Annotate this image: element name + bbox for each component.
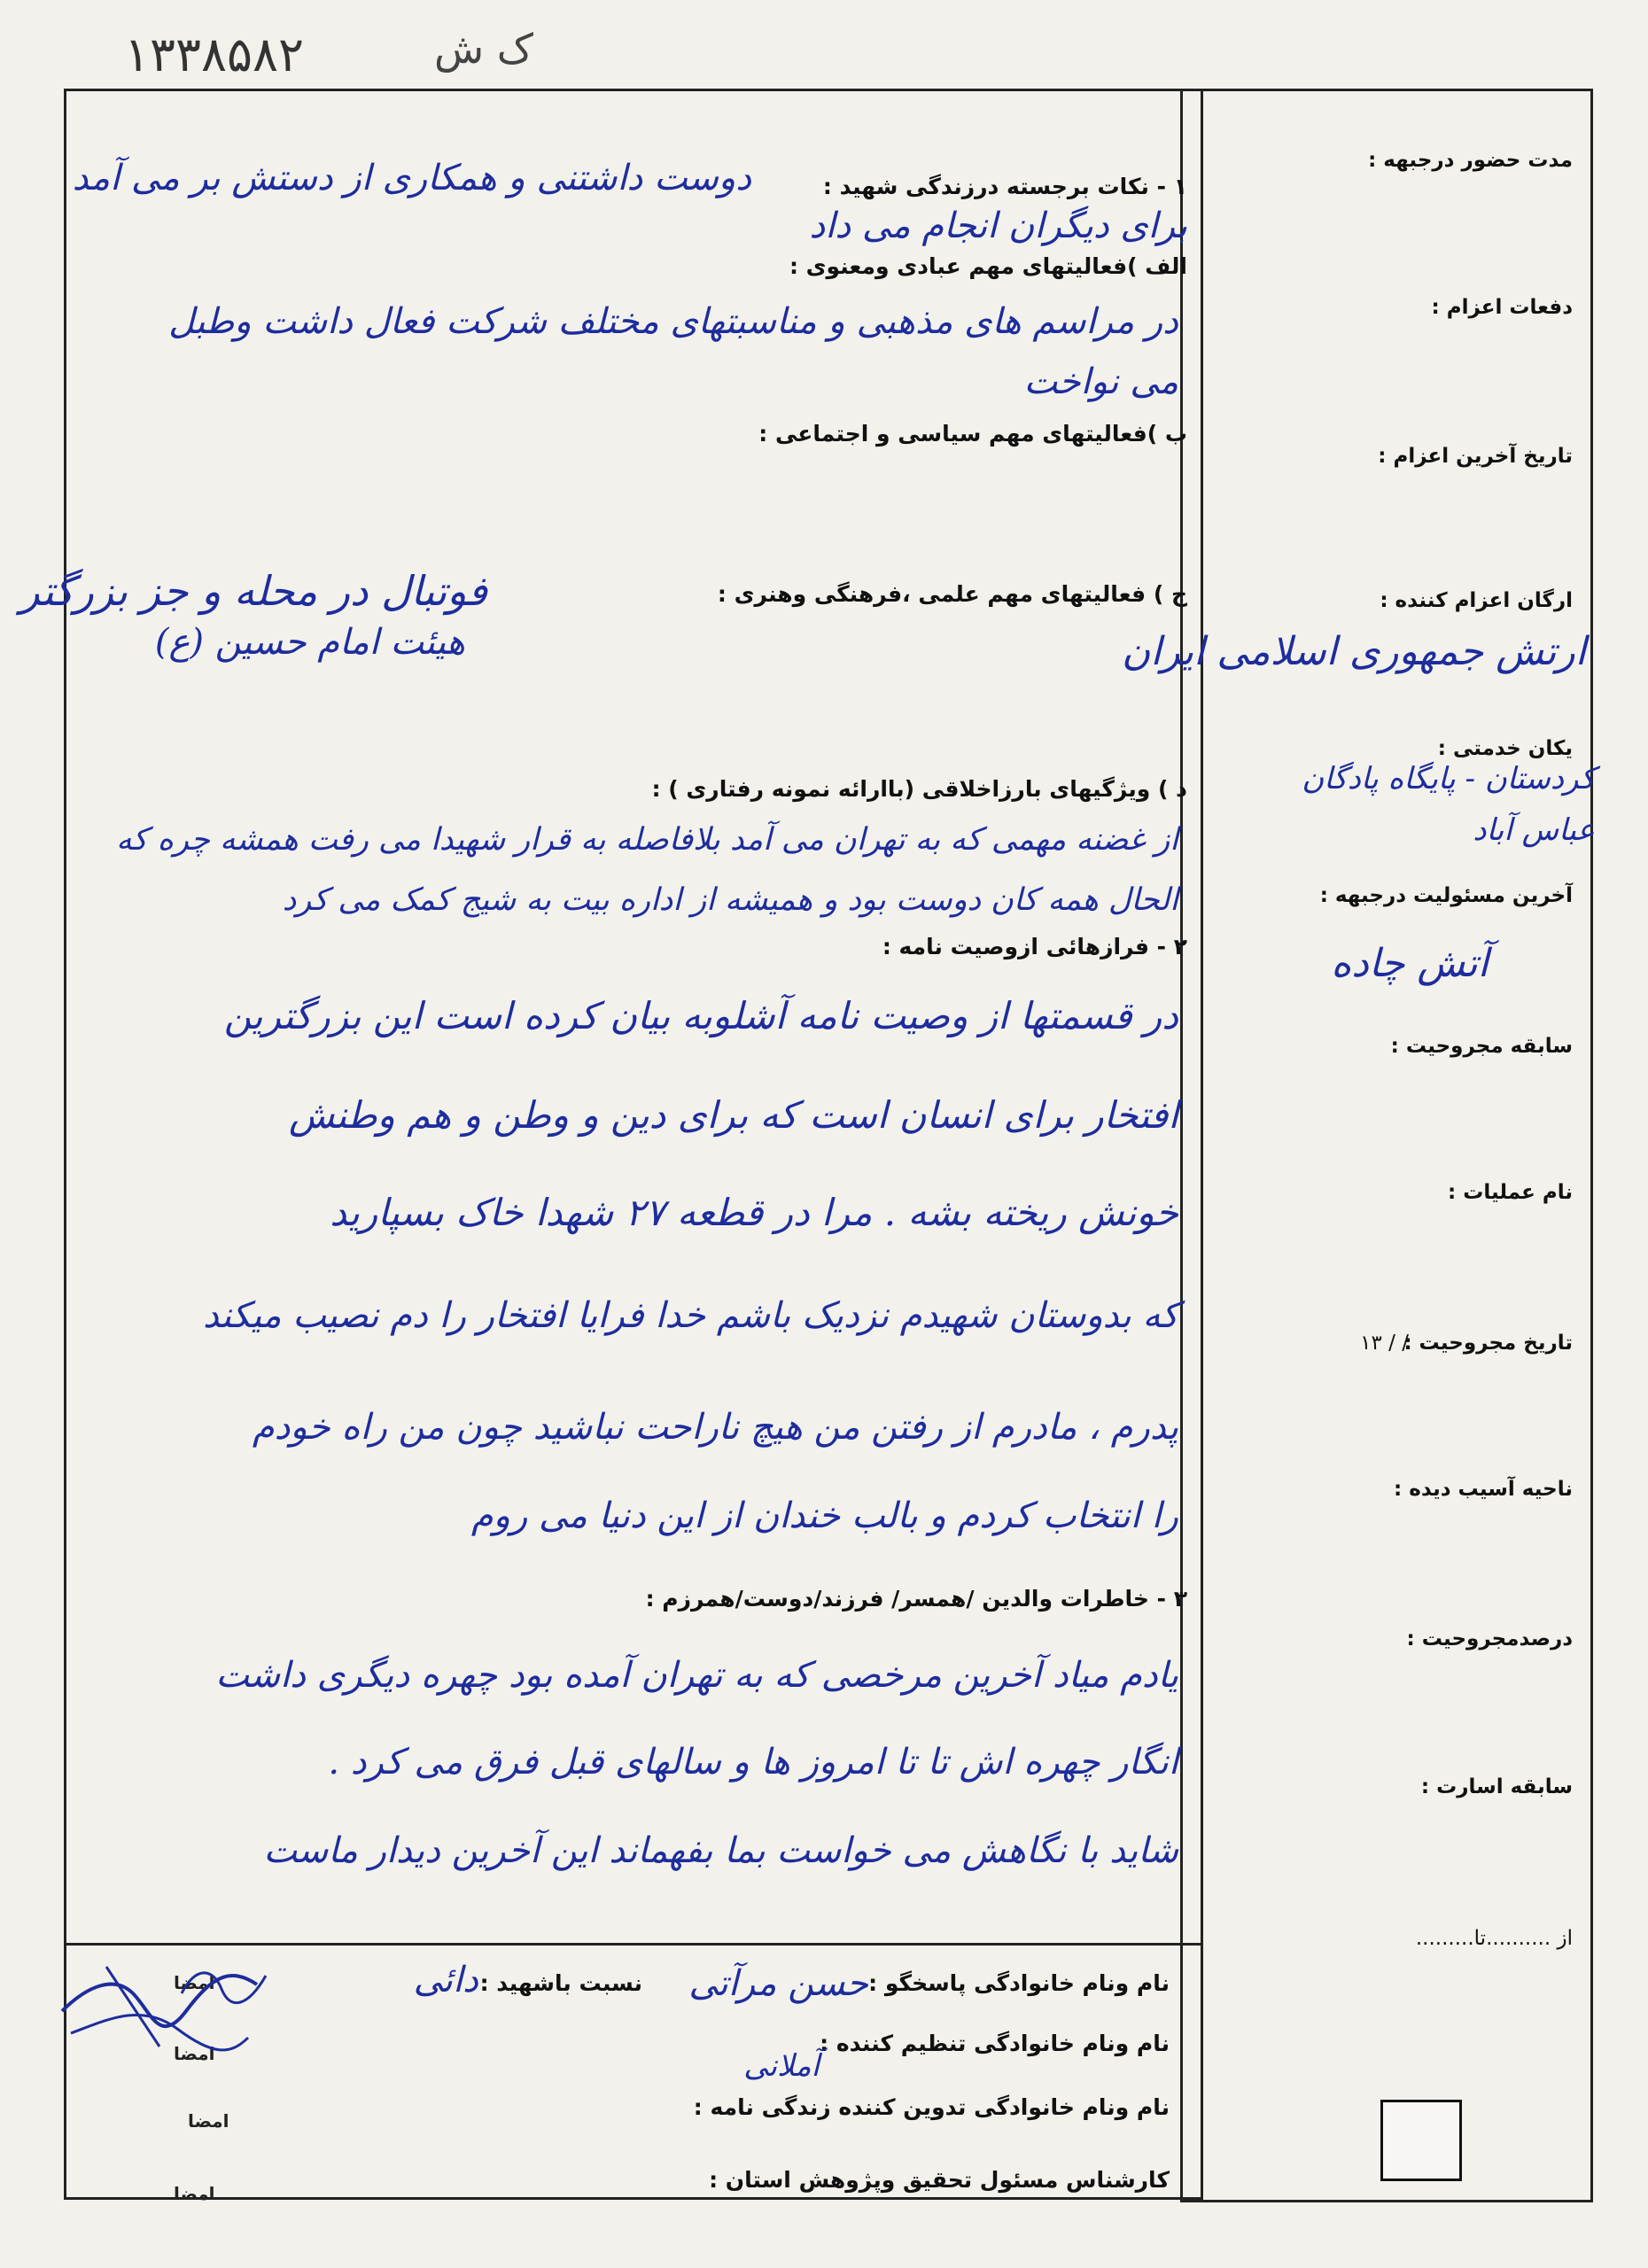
signature-scribble-icon xyxy=(177,1958,275,2011)
section-2-answer-line-3: خونش ریخته بشه . مرا در قطعه ۲۷ شهدا خاک بسپارید xyxy=(330,1191,1178,1234)
relation-value: دائی xyxy=(413,1960,478,2000)
section-2-answer-line-2: افتخار برای انسان است که برای دین و وطن و هم وطنش xyxy=(288,1093,1178,1137)
section-2-answer-line-6: را انتخاب کردم و بالب خندان از این دنیا می روم xyxy=(470,1495,1178,1536)
field-captivity-label: سابقه اسارت : xyxy=(1420,1775,1573,1798)
signature-label-2: امضا xyxy=(174,2043,215,2064)
field-injury-history-label: سابقه مجروحیت : xyxy=(1390,1035,1573,1058)
field-injured-area-label: ناحیه آسیب دیده : xyxy=(1394,1478,1573,1501)
field-operation-name-label: نام عملیات : xyxy=(1448,1181,1573,1204)
section-d-answer-line-1: از غضنه مهمی که به تهران می آمد بلافاصله به قرار شهیدا می رفت همشه چره که xyxy=(116,822,1178,858)
section-1-answer-line-1: دوست داشتنی و همکاری از دستش بر می آمد xyxy=(72,158,751,198)
file-code: ک ش xyxy=(434,25,533,73)
section-b-label: ب )فعالیتهای مهم سیاسی و اجتماعی : xyxy=(758,421,1187,447)
stamp-checkbox[interactable] xyxy=(1380,2100,1462,2181)
signature-label-3: امضا xyxy=(188,2110,229,2132)
file-number: ۱۳۳۸۵۸۲ xyxy=(124,27,305,82)
section-3-answer-line-2: انگار چهره اش تا تا امروز ها و سالهای قبل فرق می کرد . xyxy=(328,1742,1178,1783)
respondent-value: حسن مرآتی xyxy=(688,1963,868,2004)
section-3-answer-line-3: شاید با نگاهش می خواست بما بفهماند این آخرین دیدار ماست xyxy=(263,1830,1178,1871)
section-a-answer-line-1: در مراسم های مذهبی و مناسبتهای مختلف شرکت فعال داشت وطبل xyxy=(168,301,1178,342)
relation-label: نسبت باشهید : xyxy=(479,1970,642,1996)
section-3-label: ۳ - خاطرات والدین /همسر/ فرزند/دوست/همرزم : xyxy=(645,1586,1187,1612)
section-c-answer-line-2: هیئت امام حسین (ع) xyxy=(154,622,465,663)
section-d-label: د ) ویژگیهای بارزاخلاقی (باارائه نمونه رفتاری ) : xyxy=(651,776,1187,802)
respondent-label: نام ونام خانوادگی پاسخگو : xyxy=(868,1970,1170,1996)
organizer-label: نام ونام خانوادگی تنظیم کننده : xyxy=(820,2031,1170,2056)
section-a-answer-line-2: می نواخت xyxy=(1023,361,1178,402)
field-front-duration-label: مدت حضور درجبهه : xyxy=(1368,149,1573,172)
field-captivity-range-label: از ..........تا......... xyxy=(1415,1927,1573,1950)
section-2-answer-line-4: که بدوستان شهیدم نزدیک باشم خدا فرایا افتخار را دم نصیب میکند xyxy=(202,1295,1178,1336)
section-3-answer-line-1: یادم میاد آخرین مرخصی که به تهران آمده بود چهره دیگری داشت xyxy=(215,1655,1178,1696)
field-injury-date-label: تاریخ مجروحیت : xyxy=(1403,1332,1573,1355)
compiler-label: نام ونام خانوادگی تدوین کننده زندگی نامه : xyxy=(693,2094,1170,2120)
field-last-role-value: آتش چاده xyxy=(1331,941,1489,986)
field-injury-percent-label: درصدمجروحیت : xyxy=(1406,1627,1573,1651)
expert-label: کارشناس مسئول تحقیق وپژوهش استان : xyxy=(709,2167,1170,2193)
section-1-answer-line-2: برای دیگران انجام می داد xyxy=(809,206,1187,246)
signature-label-1: امضا xyxy=(174,1972,215,1993)
field-last-dispatch-label: تاریخ آخرین اعزام : xyxy=(1378,445,1573,468)
field-dispatch-org-value: ارتش جمهوری اسلامی ایران xyxy=(1122,629,1586,674)
field-service-unit-label: یکان خدمتی : xyxy=(1437,737,1573,760)
section-c-answer-line-1: فوتبال در محله و جز بزرگتر xyxy=(19,567,487,615)
field-dispatch-org-label: ارگان اعزام کننده : xyxy=(1380,589,1573,612)
field-service-unit-value: کردستان - پایگاه پادگان عباس آباد xyxy=(1302,761,1595,848)
signature-label-4: امضا xyxy=(174,2183,215,2204)
field-dispatch-count-label: دفعات اعزام : xyxy=(1431,296,1573,319)
section-d-answer-line-2: الحال همه کان دوست بود و همیشه از اداره بیت به شیج کمک می کرد xyxy=(282,882,1178,918)
section-c-label: ج ) فعالیتهای مهم علمی ،فرهنگی وهنری : xyxy=(717,581,1187,607)
side-panel-frame xyxy=(1180,89,1593,2202)
section-2-label: ۲ - فرازهائی ازوصیت نامه : xyxy=(882,934,1187,959)
section-a-label: الف )فعالیتهای مهم عبادی ومعنوی : xyxy=(789,253,1187,279)
organizer-value: آملانی xyxy=(743,2048,820,2084)
section-2-answer-line-5: پدرم ، مادرم از رفتن من هیچ ناراحت نباشید چون من راه خودم xyxy=(252,1407,1178,1448)
field-injury-date-value: / / ۱۳ xyxy=(1360,1332,1409,1355)
section-2-answer-line-1: در قسمتها از وصیت نامه آشلوبه بیان کرده است این بزرگترین xyxy=(223,994,1178,1037)
section-1-label: ۱ - نکات برجسته درزندگی شهید : xyxy=(822,174,1187,199)
field-last-role-label: آخرین مسئولیت درجبهه : xyxy=(1319,884,1573,907)
